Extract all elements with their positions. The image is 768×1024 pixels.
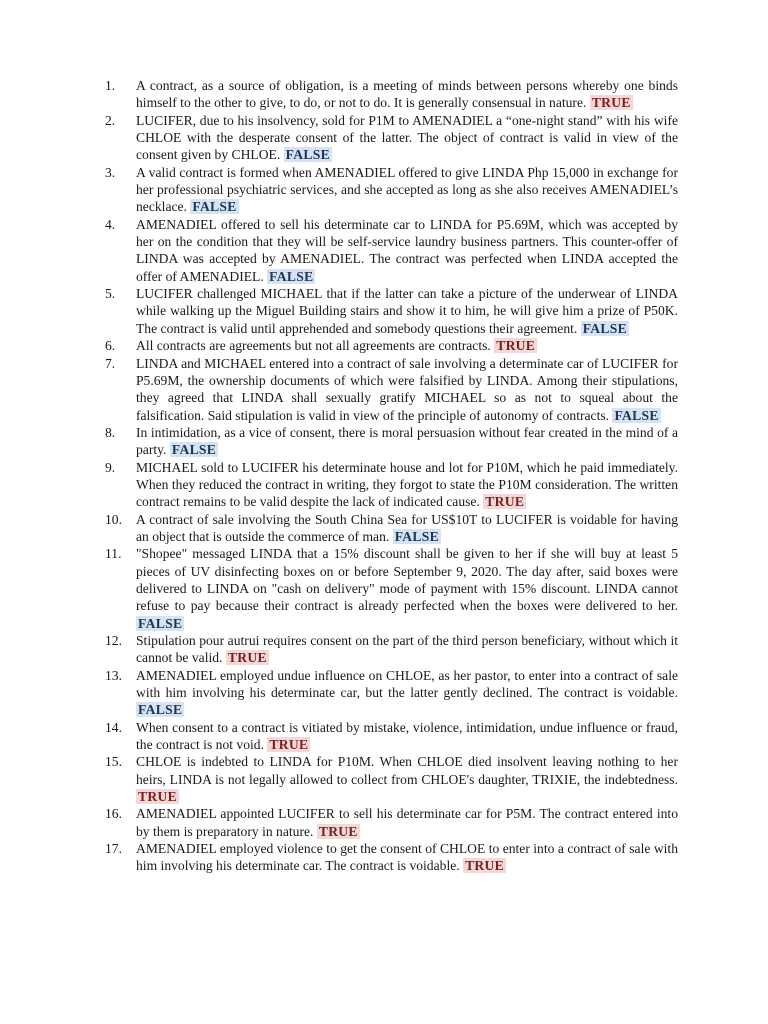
answer-true-badge: TRUE	[465, 858, 505, 874]
answer-false-badge: FALSE	[138, 702, 183, 718]
item-statement: All contracts are agreements but not all agreements are contracts.	[136, 338, 491, 354]
list-item	[105, 355, 678, 424]
list-item	[105, 805, 678, 840]
list-item	[105, 667, 678, 719]
item-statement: A contract of sale involving the South China Sea for US$10T to LUCIFER is voidable for having an object that is outside the commerce of man.	[136, 511, 678, 544]
item-statement: AMENADIEL employed violence to get the consent of CHLOE to enter into a contract of sale with him involving his determinate car. The contract is voidable.	[136, 841, 678, 874]
answer-false-badge: FALSE	[269, 268, 314, 284]
answer-true-badge: TRUE	[485, 494, 525, 510]
item-statement: When consent to a contract is vitiated by mistake, violence, intimidation, undue influence or fraud, the contract is not void.	[136, 719, 678, 753]
item-statement: AMENADIEL offered to sell his determinate car to LINDA for P5.69M, which was accepted by her on the condition that they will be self-service laundry business partners. This counter-offer of LINDA was accepted by AMENADIEL. The contract was perfected when LINDA accepted the offer of AMENADIEL.	[136, 216, 678, 284]
list-item	[105, 632, 678, 667]
answer-false-badge: FALSE	[192, 199, 237, 215]
item-statement: LUCIFER, due to his insolvency, sold for P1M to AMENADIEL a “one-night stand” with his wife CHLOE with the desperate consent of the latter. The object of contract is valid in view of the consent given by CHLOE.	[136, 112, 678, 163]
item-statement: Stipulation pour autrui requires consent on the part of the third person beneficiary, without which it cannot be valid.	[136, 633, 678, 666]
item-statement: AMENADIEL employed undue influence on CHLOE, as her pastor, to enter into a contract of sale with him involving his determinate car, but the latter gently declined. The contract is voidable.	[136, 667, 678, 701]
list-item	[105, 216, 678, 285]
item-number: 2.	[105, 112, 116, 128]
item-number: 8.	[105, 424, 116, 440]
item-number: 15.	[105, 754, 122, 770]
answer-true-badge: TRUE	[591, 95, 631, 111]
list-item	[105, 112, 678, 164]
item-statement: In intimidation, as a vice of consent, there is moral persuasion without fear created in the mind of a party.	[136, 424, 678, 458]
item-number: 4.	[105, 216, 116, 232]
list-item	[105, 285, 678, 337]
list-item	[105, 753, 678, 805]
answer-false-badge: FALSE	[582, 320, 628, 336]
item-statement: A valid contract is formed when AMENADIEL offered to give LINDA Php 15,000 in exchange for her professional psychiatric services, and she accepted as long as she also receives AMENADIEL’s necklace.	[136, 164, 678, 215]
true-false-list	[105, 77, 678, 875]
list-item	[105, 719, 678, 754]
item-statement: LUCIFER challenged MICHAEL that if the latter can take a picture of the underwear of LINDA while walking up the Miguel Building stairs and show it to him, he will give him a prize of P50K. The contract is valid until apprehended and somebody questions their agreement.	[136, 286, 678, 336]
list-item	[105, 840, 678, 875]
item-number: 14.	[105, 719, 122, 735]
item-statement: LINDA and MICHAEL entered into a contract of sale involving a determinate car of LUCIFER for P5.69M, the ownership documents of which were falsified by LINDA. Among their stipulations, they agreed that LINDA shall sexually gratify MICHAEL so as not to squeal about the falsification. Said stipulation is valid in view of the principle of autonomy of contracts.	[136, 355, 678, 423]
item-statement: CHLOE is indebted to LINDA for P10M. When CHLOE died insolvent leaving nothing to her heirs, LINDA is not legally allowed to collect from CHLOE's daughter, TRIXIE, the indebtedness.	[136, 754, 678, 787]
item-statement: A contract, as a source of obligation, is a meeting of minds between persons whereby one binds himself to the other to give, to do, or not to do. It is generally consensual in nature.	[136, 78, 678, 111]
item-number: 3.	[105, 164, 116, 180]
item-statement: AMENADIEL appointed LUCIFER to sell his determinate car for P5M. The contract entered into by them is preparatory in nature.	[136, 806, 678, 839]
item-number: 7.	[105, 355, 116, 371]
item-number: 6.	[105, 338, 116, 354]
item-number: 12.	[105, 633, 122, 648]
list-item	[105, 164, 678, 216]
answer-false-badge: FALSE	[614, 407, 659, 423]
answer-false-badge: FALSE	[138, 615, 183, 631]
item-number: 9.	[105, 459, 116, 475]
answer-false-badge: FALSE	[394, 528, 440, 544]
list-item	[105, 459, 678, 511]
item-statement: "Shopee" messaged LINDA that a 15% discount shall be given to her if she will buy at least 5 pieces of UV disinfecting boxes on or before September 9, 2020. The day after, said boxes were delivered to LINDA on "cash on delivery" mode of payment with 15% discount. LINDA cannot refuse to pay because their contract is already perfected when the boxes were delivered to her.	[136, 546, 678, 614]
item-number: 5.	[105, 286, 116, 302]
item-number: 1.	[105, 78, 116, 93]
list-item	[105, 424, 678, 459]
answer-true-badge: TRUE	[496, 338, 536, 354]
item-number: 10.	[105, 511, 122, 527]
list-item	[105, 545, 678, 632]
list-item	[105, 337, 678, 354]
answer-false-badge: FALSE	[171, 442, 217, 458]
item-number: 13.	[105, 667, 122, 683]
list-item	[105, 511, 678, 546]
answer-false-badge: FALSE	[285, 147, 330, 163]
answer-true-badge: TRUE	[227, 650, 267, 666]
item-number: 17.	[105, 841, 122, 857]
item-number: 11.	[105, 546, 122, 562]
answer-true-badge: TRUE	[138, 789, 177, 805]
answer-true-badge: TRUE	[318, 823, 358, 839]
item-statement: MICHAEL sold to LUCIFER his determinate house and lot for P10M, which he paid immediately. When they reduced the contract in writing, they forgot to state the P10M consideration. The written contract remains to be valid despite the lack of indicated cause.	[136, 459, 678, 510]
item-number: 16.	[105, 806, 122, 822]
list-item	[105, 77, 678, 112]
answer-true-badge: TRUE	[269, 737, 309, 753]
